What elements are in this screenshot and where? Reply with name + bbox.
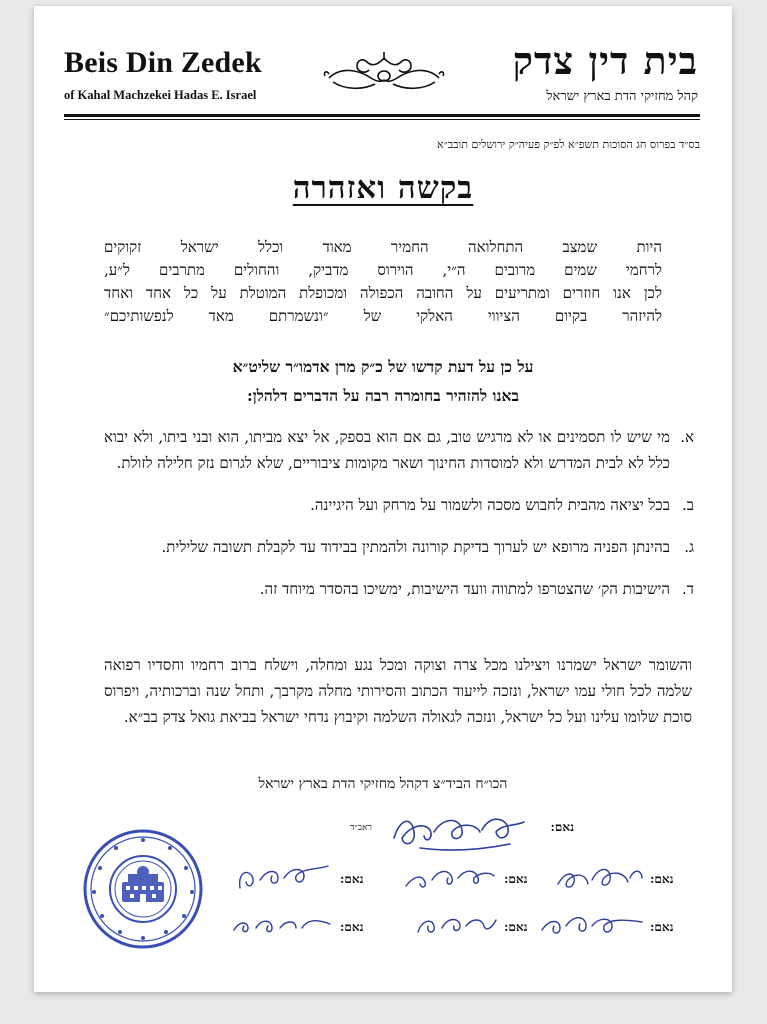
declaration-line: על כן על דעת קדשו של כ״ק מרן אדמו״ר שליט״א [232,357,534,376]
list-item [104,576,694,602]
signature-label: נאם: [550,820,574,834]
declaration-line: באנו להזהיר בחומרה רבה על הדברים דלהלן: [247,386,519,405]
signature-icon [234,854,334,898]
document-title [34,170,732,206]
instruction-list [104,424,694,618]
signature-row [504,872,528,887]
signature-row [340,920,364,935]
intro-line: היות שמצב התחלואה החמיר מאוד וכלל ישראל זקוקים [104,238,662,256]
list-item-letter: ג. [684,538,694,556]
dateline: בס״ד בפרוס חג הסוכות תשפ״א לפ״ק פעיה״ק ירושלים תובב״א [437,138,700,151]
list-item-letter: א. [680,428,694,446]
letterhead-rule-thin [64,119,700,120]
signature-icon [412,906,500,940]
declaration [34,352,732,410]
intro-line: לרחמי שמים מרובים ה״י, הוירוס מדביק, והחולים מתרבים ל״ע, [104,261,662,279]
signature-row [504,920,528,935]
signature-label: נאם: [650,920,674,934]
list-item [104,534,694,560]
signature-row [340,872,364,887]
list-item-text: הישיבות הק׳ שהצטרפו למתווה וועד הישיבות, ימשיכו בהסדר מיוחד זה. [259,580,670,598]
list-item-text: מי שיש לו תסמינים או לא מרגיש טוב, גם אם הוא בספק, אל יצא מביתו, הוא ובני ביתו, ולא יבוא כלל לא לבית המדרש ולא למוסדות החינוך ושאר מקומות ציבוריים, שלא לגרום נזק חלילה לזולת. [104,428,670,472]
document-page [34,6,732,992]
signature-label: נאם: [340,920,364,934]
intro-line: לכן אנו חוזרים ומתריעים על החובה הכפולה ומכופלת המוטלת על כל אחד ואחד [104,284,662,302]
letterhead-english [64,48,262,103]
intro-line: להיזהר בקיום הציווי האלקי של ״ונשמרתם מאד לנפשותיכם״ [104,307,662,325]
signature-row [650,920,674,935]
intro-paragraph [104,236,662,328]
raavad-title: ראב״ד [350,823,372,833]
list-item-text: בכל יציאה מהבית לחבוש מסכה ולשמור על מרחק ועל היגיינה. [310,496,670,514]
seal-stamp-icon [82,828,204,950]
list-item [104,492,694,518]
letterhead-sub-he: קהל מחזיקי הדת בארץ ישראל [546,89,698,104]
list-item-letter: ד. [682,580,694,598]
letterhead-sub-en: of Kahal Machzekei Hadas E. Israel [64,88,257,102]
letterhead-name-he: בית דין צדק [512,38,698,83]
ornament-icon [319,52,449,96]
signature-label: נאם: [504,872,528,886]
letterhead-hebrew [512,38,698,104]
signature-icon [538,906,646,942]
signature-label: נאם: [504,920,528,934]
signature-icon [230,910,334,940]
signoff-line: הכו״ח הביד״צ דקהל מחזיקי הדת בארץ ישראל [258,776,508,792]
signature-label: נאם: [650,872,674,886]
list-item-letter: ב. [682,496,694,514]
signature-label: נאם: [340,872,364,886]
signature-row [650,872,674,887]
signature-icon [390,808,530,854]
document-title-text: בקשה ואזהרה [292,170,474,206]
list-item [104,424,694,476]
closing-paragraph: והשומר ישראל ישמרנו ויצילנו מכל צרה וצוקה ומכל נגע ומחלה, וישלח ברוב רחמיו וחסדיו רפואה שלמה לכל חולי עמו ישראל, ונזכה לייעוד הכתוב והסירותי מחלה מקרבך, ותחל שנה וברכותיה, ויפרוס סוכת שלומו עלינו ועל כל ישראל, ונזכה לגאולה השלמה וקיבוץ נדחי ישראל בביאת גואל צדק בב״א. [104,656,692,726]
signature-icon [402,858,498,894]
list-item-text: בהינתן הפניה מרופא יש לערוך בדיקת קורונה ולהמתין בבידוד עד לקבלת תשובה שלילית. [161,538,670,556]
letterhead-rule-thick [64,114,700,117]
letterhead-name-en: Beis Din Zedek [64,46,262,79]
signature-icon [554,858,646,898]
